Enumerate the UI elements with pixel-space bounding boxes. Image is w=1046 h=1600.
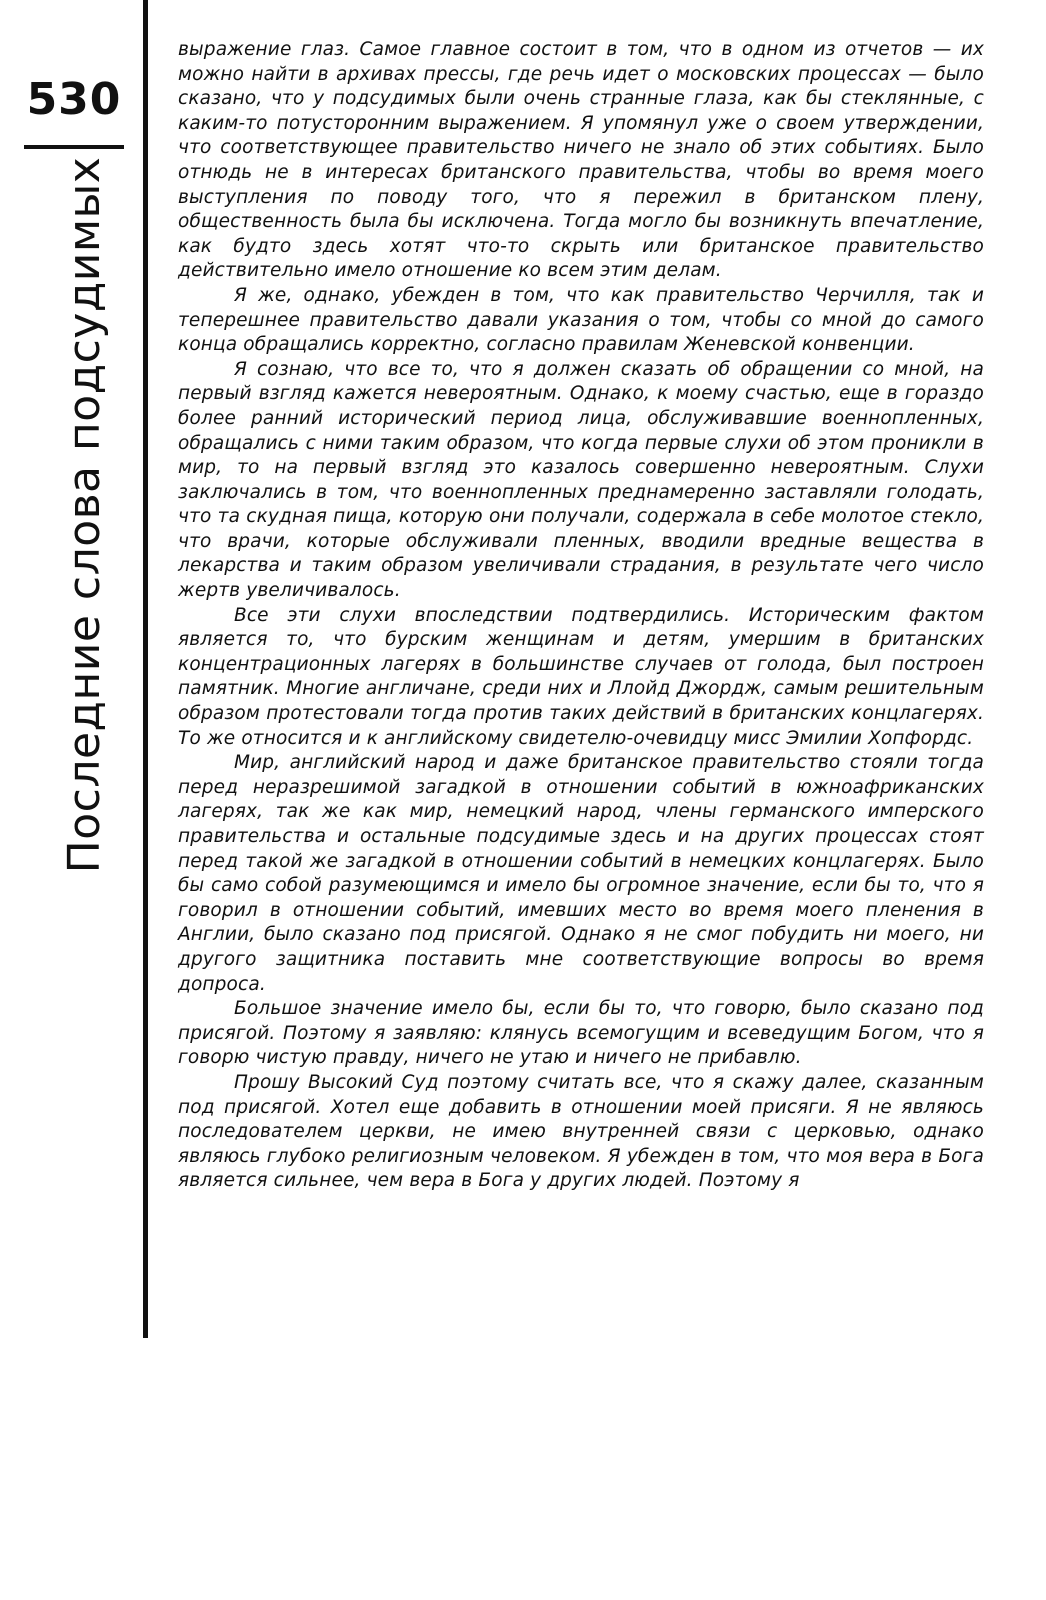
- paragraph: Мир, английский народ и даже британское правительство стояли тогда перед неразрешимой загадкой в отношении событий в южноафриканских лагерях, так же как мир, немецкий народ, члены германского имперского правительства и остальные подсудимые здесь и на других процессах стоят перед такой же загадкой в отношении событий в немецких концлагерях. Было бы само собой разумеющимся и имело бы огромное значение, если бы то, что я говорил в отношении событий, имевших место во время моего пленения в Англии, было сказано под присягой. Однако я не смог побудить ни моего, ни другого защитника поставить мне соответствующие вопросы во время допроса.: [178, 752, 984, 995]
- paragraph: Я же, однако, убежден в том, что как правительство Черчилля, так и теперешнее правительство давали указания о том, чтобы со мной до самого конца обращались корректно, согласно правилам Женевской конвенции.: [178, 284, 984, 356]
- margin-rule: [143, 0, 148, 1338]
- page-number: 530: [26, 74, 122, 125]
- running-header: Последние слова подсудимых: [59, 156, 110, 874]
- paragraph: выражение глаз. Самое главное состоит в том, что в одном из отчетов — их можно найти в архивах прессы, где речь идет о московских процессах — было сказано, что у подсудимых были очень странные глаза, как бы стеклянные, с каким-то потусторонним выражением. Я упомянул уже о своем утверждении, что соответствующее правительство ничего не знало об этих событиях. Было отнюдь не в интересах британского правительства, чтобы во время моего выступления по поводу того, что я пережил в британском плену, общественность была бы исключена. Тогда могло бы возникнуть впечатление, как будто здесь хотят что-то скрыть или британское правительство действительно имело отношение ко всем этим делам.: [178, 39, 984, 282]
- running-header-container: [42, 156, 128, 874]
- paragraph: Большое значение имело бы, если бы то, что говорю, было сказано под присягой. Поэтому я заявляю: клянусь всемогущим и всеведущим Богом, что я говорю чистую правду, ничего не утаю и ничего не прибавлю.: [178, 998, 984, 1069]
- paragraph: Я сознаю, что все то, что я должен сказать об обращении со мной, на первый взгляд кажется невероятным. Однако, к моему счастью, еще в гораздо более ранний исторический период лица, обслуживавшие военнопленных, обращались с ними таким образом, что когда первые слухи об этом проникли в мир, то на первый взгляд это казалось совершенно невероятным. Слухи заключались в том, что военнопленных преднамеренно заставляли голодать, что та скудная пища, которую они получали, содержала в себе молотое стекло, что врачи, которые обслуживали пленных, вводили вредные вещества в лекарства и таким образом увеличивали страдания, в результате чего число жертв увеличивалось.: [178, 358, 984, 602]
- paragraph: Все эти слухи впоследствии подтвердились. Историческим фактом является то, что бурским женщинам и детям, умершим в британских концентрационных лагерях в большинстве случаев от голода, был построен памятник. Многие англичане, среди них и Ллойд Джордж, самым решительным образом протестовали тогда против таких действий в британских концлагерях. То же относится и к английскому свидетелю-очевидцу мисс Эмилии Хопфордс.: [178, 604, 984, 749]
- body-text: [178, 38, 984, 1194]
- page-number-rule: [24, 145, 124, 149]
- paragraph: Прошу Высокий Суд поэтому считать все, что я скажу далее, сказанным под присягой. Хотел еще добавить в отношении моей присяги. Я не являюсь последователем церкви, не имею внутренней связи с церковью, однако являюсь глубоко религиозным человеком. Я убежден в том, что моя вера в Бога является сильнее, чем вера в Бога у других людей. Поэтому я: [178, 1071, 984, 1192]
